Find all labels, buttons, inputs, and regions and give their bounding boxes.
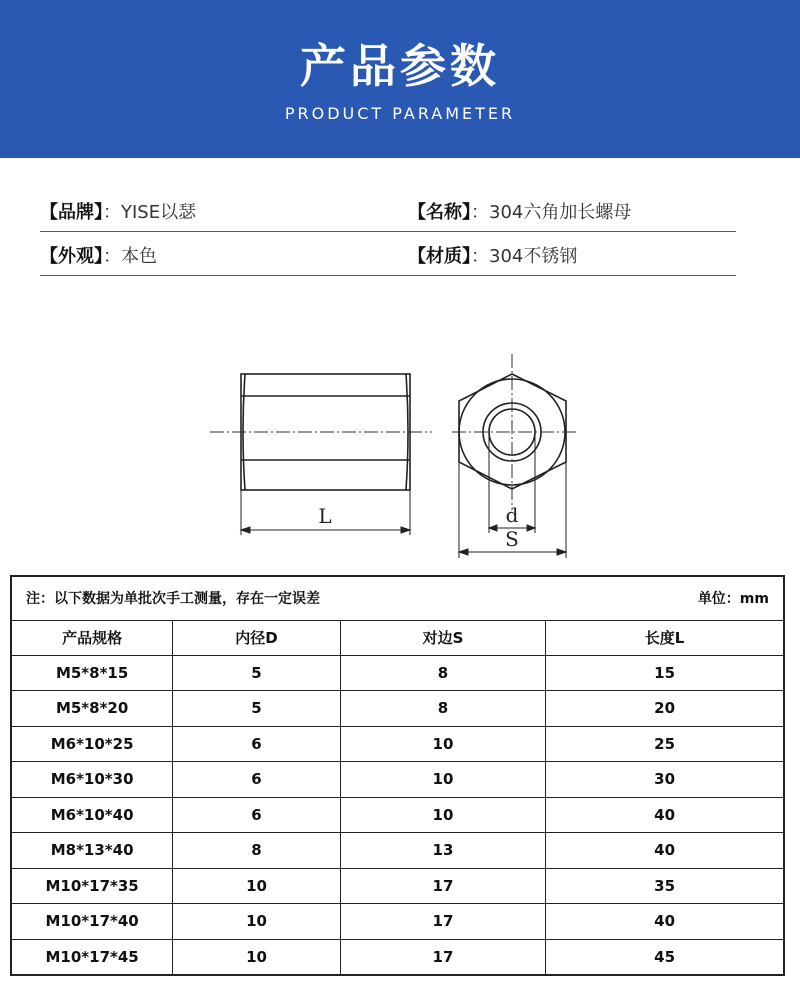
cell-d: 6 [173, 797, 341, 833]
property-name [408, 198, 631, 224]
property-key: 【名称】 [408, 202, 471, 223]
property-value: 304不锈钢 [489, 246, 578, 267]
property-key: 【外观】 [40, 246, 103, 267]
cell-d: 6 [173, 762, 341, 798]
cell-l: 40 [546, 904, 784, 940]
page-title: 产品参数 [300, 39, 500, 93]
property-brand [40, 198, 196, 224]
cell-s: 17 [340, 904, 545, 940]
property-material [408, 242, 577, 268]
table-note-row [11, 576, 784, 620]
property-value: 304六角加长螺母 [489, 202, 632, 223]
property-sep: ： [471, 246, 489, 267]
table-row [11, 797, 784, 833]
cell-s: 17 [340, 868, 545, 904]
cell-s: 8 [340, 655, 545, 691]
header-inner-diameter: 内径D [173, 620, 341, 655]
cell-s: 17 [340, 939, 545, 975]
property-appearance [40, 242, 157, 268]
dim-label-d: d [505, 503, 519, 527]
cell-spec: M6*10*25 [11, 726, 173, 762]
dim-label-S: S [505, 527, 519, 551]
cell-d: 5 [173, 655, 341, 691]
cell-spec: M6*10*30 [11, 762, 173, 798]
cell-s: 8 [340, 691, 545, 727]
cell-s: 10 [340, 762, 545, 798]
cell-spec: M8*13*40 [11, 833, 173, 869]
table-row [11, 833, 784, 869]
spec-table [10, 575, 785, 976]
table-row [11, 762, 784, 798]
nut-side-chamfer-right [406, 374, 408, 490]
technical-drawing [0, 340, 800, 570]
property-sep: ： [103, 202, 121, 223]
table-row [11, 655, 784, 691]
property-value: YISE以瑟 [121, 202, 197, 223]
header-across-flats: 对边S [340, 620, 545, 655]
cell-l: 20 [546, 691, 784, 727]
property-sep: ： [103, 246, 121, 267]
cell-spec: M6*10*40 [11, 797, 173, 833]
property-row [40, 188, 736, 232]
cell-d: 10 [173, 939, 341, 975]
page-subtitle: PRODUCT PARAMETER [284, 104, 516, 123]
cell-spec: M10*17*35 [11, 868, 173, 904]
property-row [40, 232, 736, 276]
cell-spec: M10*17*40 [11, 904, 173, 940]
table-row [11, 904, 784, 940]
cell-s: 10 [340, 726, 545, 762]
cell-d: 8 [173, 833, 341, 869]
table-header-row [11, 620, 784, 655]
property-key: 【品牌】 [40, 202, 103, 223]
table-row [11, 868, 784, 904]
header-banner [0, 0, 800, 158]
table-row [11, 726, 784, 762]
dim-label-L: L [318, 504, 332, 528]
table-row [11, 691, 784, 727]
table-unit: 单位：mm [697, 591, 769, 608]
cell-l: 45 [546, 939, 784, 975]
cell-l: 25 [546, 726, 784, 762]
cell-s: 10 [340, 797, 545, 833]
header-spec: 产品规格 [11, 620, 173, 655]
cell-l: 35 [546, 868, 784, 904]
cell-d: 5 [173, 691, 341, 727]
property-value: 本色 [121, 246, 157, 267]
table-note: 注：以下数据为单批次手工测量，存在一定误差 [26, 591, 320, 608]
cell-l: 30 [546, 762, 784, 798]
cell-d: 10 [173, 868, 341, 904]
table-row [11, 939, 784, 975]
cell-l: 40 [546, 833, 784, 869]
cell-l: 40 [546, 797, 784, 833]
property-list [40, 188, 736, 276]
cell-d: 6 [173, 726, 341, 762]
cell-spec: M10*17*45 [11, 939, 173, 975]
cell-spec: M5*8*20 [11, 691, 173, 727]
cell-d: 10 [173, 904, 341, 940]
cell-l: 15 [546, 655, 784, 691]
header-length: 长度L [546, 620, 784, 655]
property-key: 【材质】 [408, 246, 471, 267]
property-sep: ： [471, 202, 489, 223]
cell-spec: M5*8*15 [11, 655, 173, 691]
cell-s: 13 [340, 833, 545, 869]
